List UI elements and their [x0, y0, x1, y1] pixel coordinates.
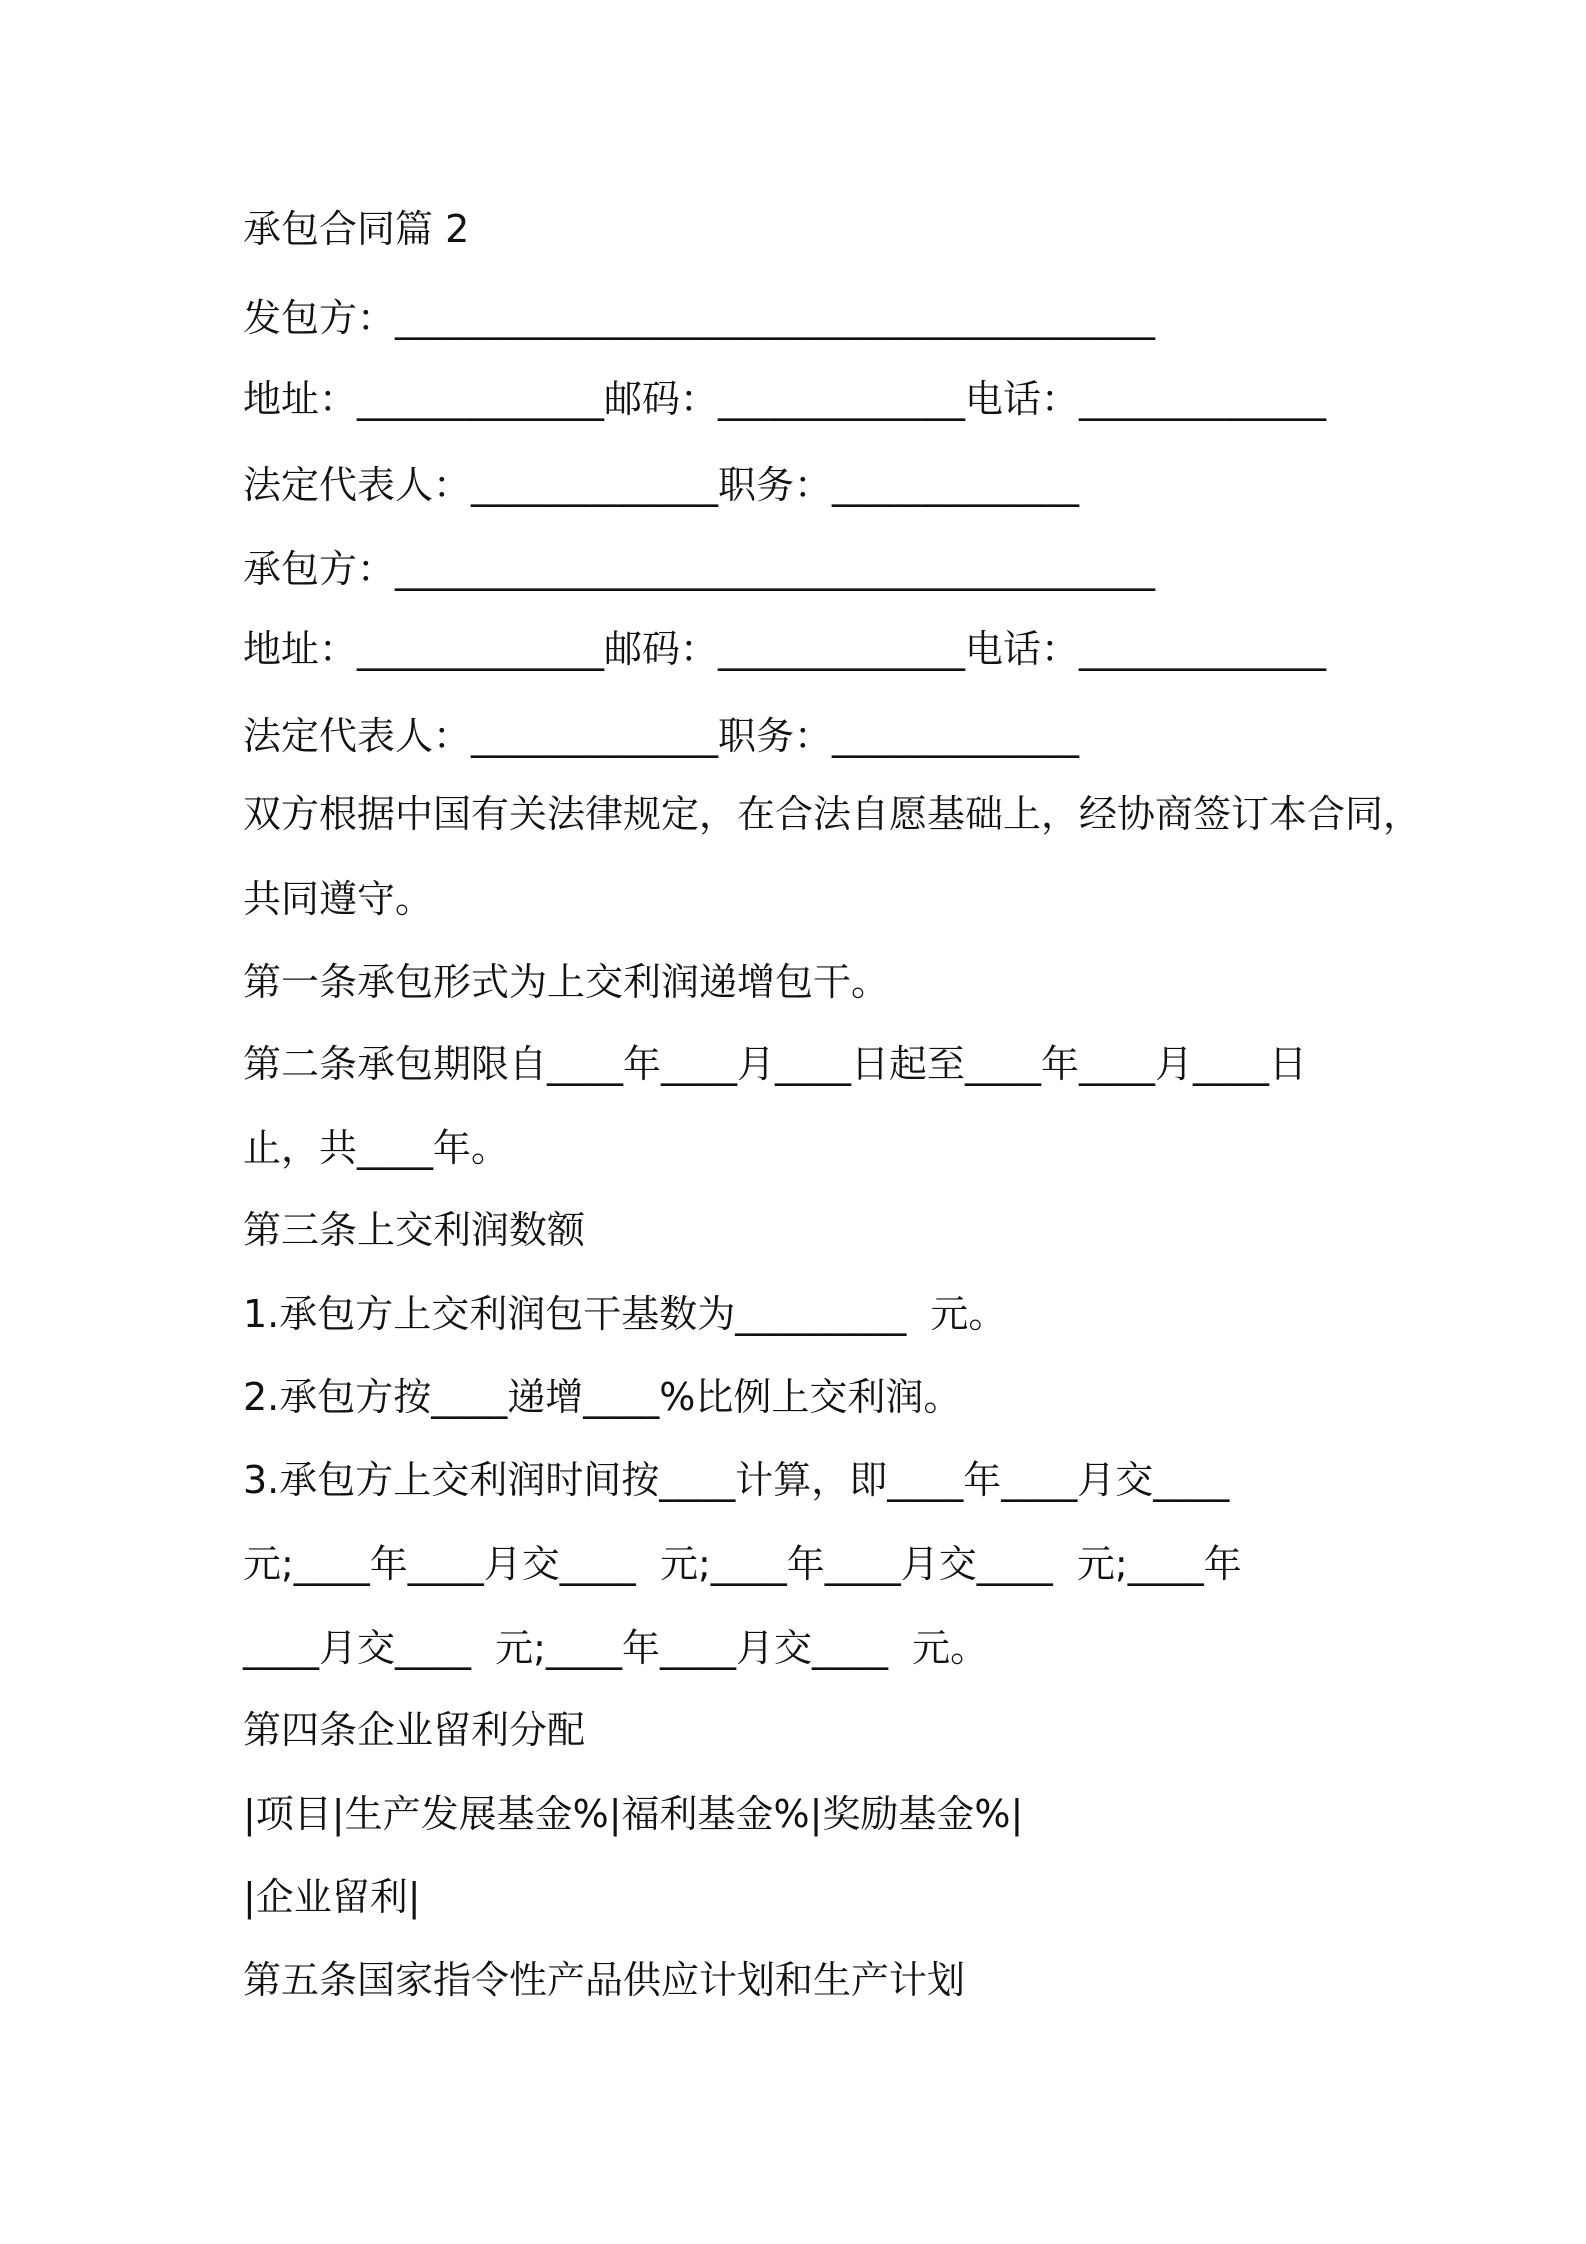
line-contractor-representative: 法定代表人：_____________职务：_____________: [243, 714, 1080, 758]
paragraph-intro-line-1: 双方根据中国有关法律规定，在合法自愿基础上，经协商签订本合同，: [243, 792, 1422, 836]
article-4-heading: 第四条企业留利分配: [243, 1708, 586, 1752]
article-3-item-3-line-3: ____月交____ 元;____年____月交____ 元。: [243, 1626, 989, 1670]
article-2-line-1: 第二条承包期限自____年____月____日起至____年____月____日: [243, 1042, 1308, 1086]
article-2-line-2: 止，共____年。: [243, 1126, 510, 1170]
article-3-item-3-line-2: 元;____年____月交____ 元;____年____月交____ 元;____年: [243, 1542, 1242, 1586]
line-contractor-address: 地址：_____________邮码：_____________电话：_____________: [243, 627, 1327, 671]
article-1: 第一条承包形式为上交利润递增包干。: [243, 960, 890, 1004]
article-3-heading: 第三条上交利润数额: [243, 1208, 586, 1252]
line-contractor: 承包方：________________________________________: [243, 547, 1156, 591]
document-title: 承包合同篇 2: [243, 207, 470, 251]
table-header-row: |项目|生产发展基金%|福利基金%|奖励基金%|: [243, 1792, 1024, 1836]
article-3-item-1: 1.承包方上交利润包干基数为_________ 元。: [243, 1292, 1007, 1336]
paragraph-intro-line-2: 共同遵守。: [243, 877, 434, 921]
line-employer: 发包方：________________________________________: [243, 296, 1156, 340]
article-5-heading: 第五条国家指令性产品供应计划和生产计划: [243, 1958, 966, 2002]
article-3-item-2: 2.承包方按____递增____%比例上交利润。: [243, 1375, 962, 1419]
line-employer-address: 地址：_____________邮码：_____________电话：_____________: [243, 377, 1327, 421]
article-3-item-3-line-1: 3.承包方上交利润时间按____计算，即____年____月交____: [243, 1458, 1230, 1502]
table-row: |企业留利|: [243, 1875, 421, 1919]
line-employer-representative: 法定代表人：_____________职务：_____________: [243, 463, 1080, 507]
